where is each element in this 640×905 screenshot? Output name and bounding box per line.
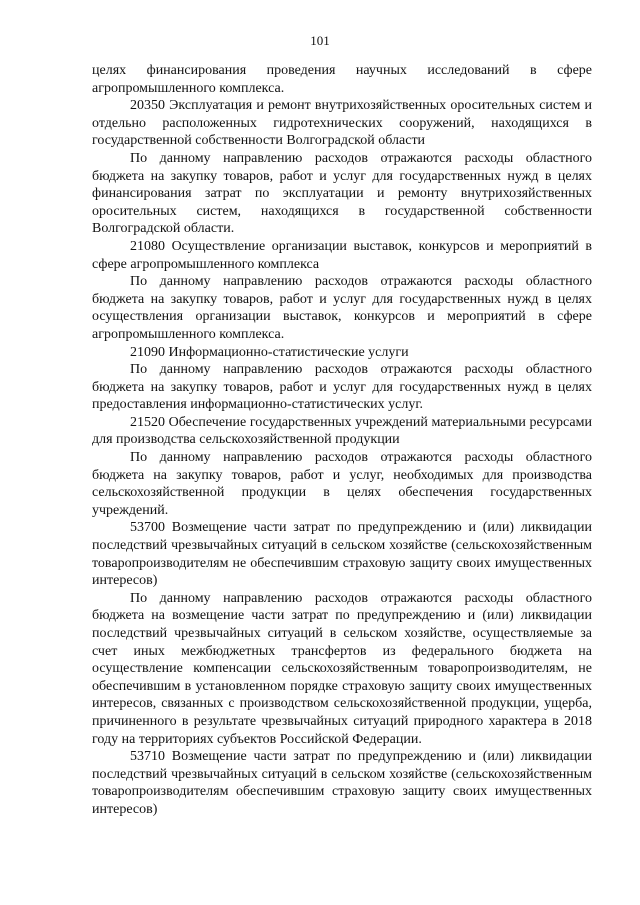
paragraph: По данному направлению расходов отражаются расходы областного бюджета на закупку товаров, работ и услуг для государственных нужд в целях осуществления организации выставок, конкурсов и мероприятий в сфере агропромышленного комплекса.	[92, 274, 592, 342]
section-heading-53710: 53710 Возмещение части затрат по предупреждению и (или) ликвидации последствий чрезвычайных ситуаций в сельском хозяйстве (сельскохозяйственным товаропроизводителям обеспечившим страховую защиту своих имущественных интересов)	[92, 749, 592, 817]
page-number: 101	[310, 33, 330, 48]
section-heading-21080: 21080 Осуществление организации выставок, конкурсов и мероприятий в сфере агропромышленного комплекса	[92, 238, 592, 272]
section-heading-21520: 21520 Обеспечение государственных учреждений материальными ресурсами для производства сельскохозяйственной продукции	[92, 414, 592, 448]
section-heading-20350: 20350 Эксплуатация и ремонт внутрихозяйственных оросительных систем и отдельно расположенных гидротехнических сооружений, находящихся в государственной собственности Волгоградской области	[92, 98, 592, 149]
section-heading-53700: 53700 Возмещение части затрат по предупреждению и (или) ликвидации последствий чрезвычайных ситуаций в сельском хозяйстве (сельскохозяйственным товаропроизводителям не обеспечившим страховую защиту своих имущественных интересов)	[92, 520, 592, 589]
paragraph: По данному направлению расходов отражаются расходы областного бюджета на закупку товаров, работ и услуг, необходимых для производства сельскохозяйственной продукции в целях обеспечения государственных учреждений.	[92, 450, 592, 518]
section-heading-21090: 21090 Информационно-статистические услуги	[130, 344, 409, 360]
paragraph: По данному направлению расходов отражаются расходы областного бюджета на возмещение части затрат по предупреждению и (или) ликвидации последствий чрезвычайных ситуаций в сельском хозяйстве, осуществляемые за счет иных межбюджетных трансфертов из федерального бюджета на осуществление компенсации сельскохозяйственным товаропроизводителям, не обеспечившим в установленном порядке страховую защиту своих имущественных интересов, связанных с производством сельскохозяйственной продукции, ущерба, причиненного в результате чрезвычайных ситуаций природного характера в 2018 году на территориях субъектов Российской Федерации.	[92, 590, 592, 747]
document-body	[92, 62, 592, 819]
paragraph: По данному направлению расходов отражаются расходы областного бюджета на закупку товаров, работ и услуг для государственных нужд в целях предоставления информационно-статистических услуг.	[92, 362, 592, 413]
paragraph-continuation: целях финансирования проведения научных исследований в сфере агропромышленного комплекса.	[92, 63, 592, 96]
paragraph: По данному направлению расходов отражаются расходы областного бюджета на закупку товаров, работ и услуг для государственных нужд в целях финансирования затрат по эксплуатации и ремонту внутрихозяйственных оросительных систем, находящихся в государственной собственности Волгоградской области.	[92, 150, 592, 237]
